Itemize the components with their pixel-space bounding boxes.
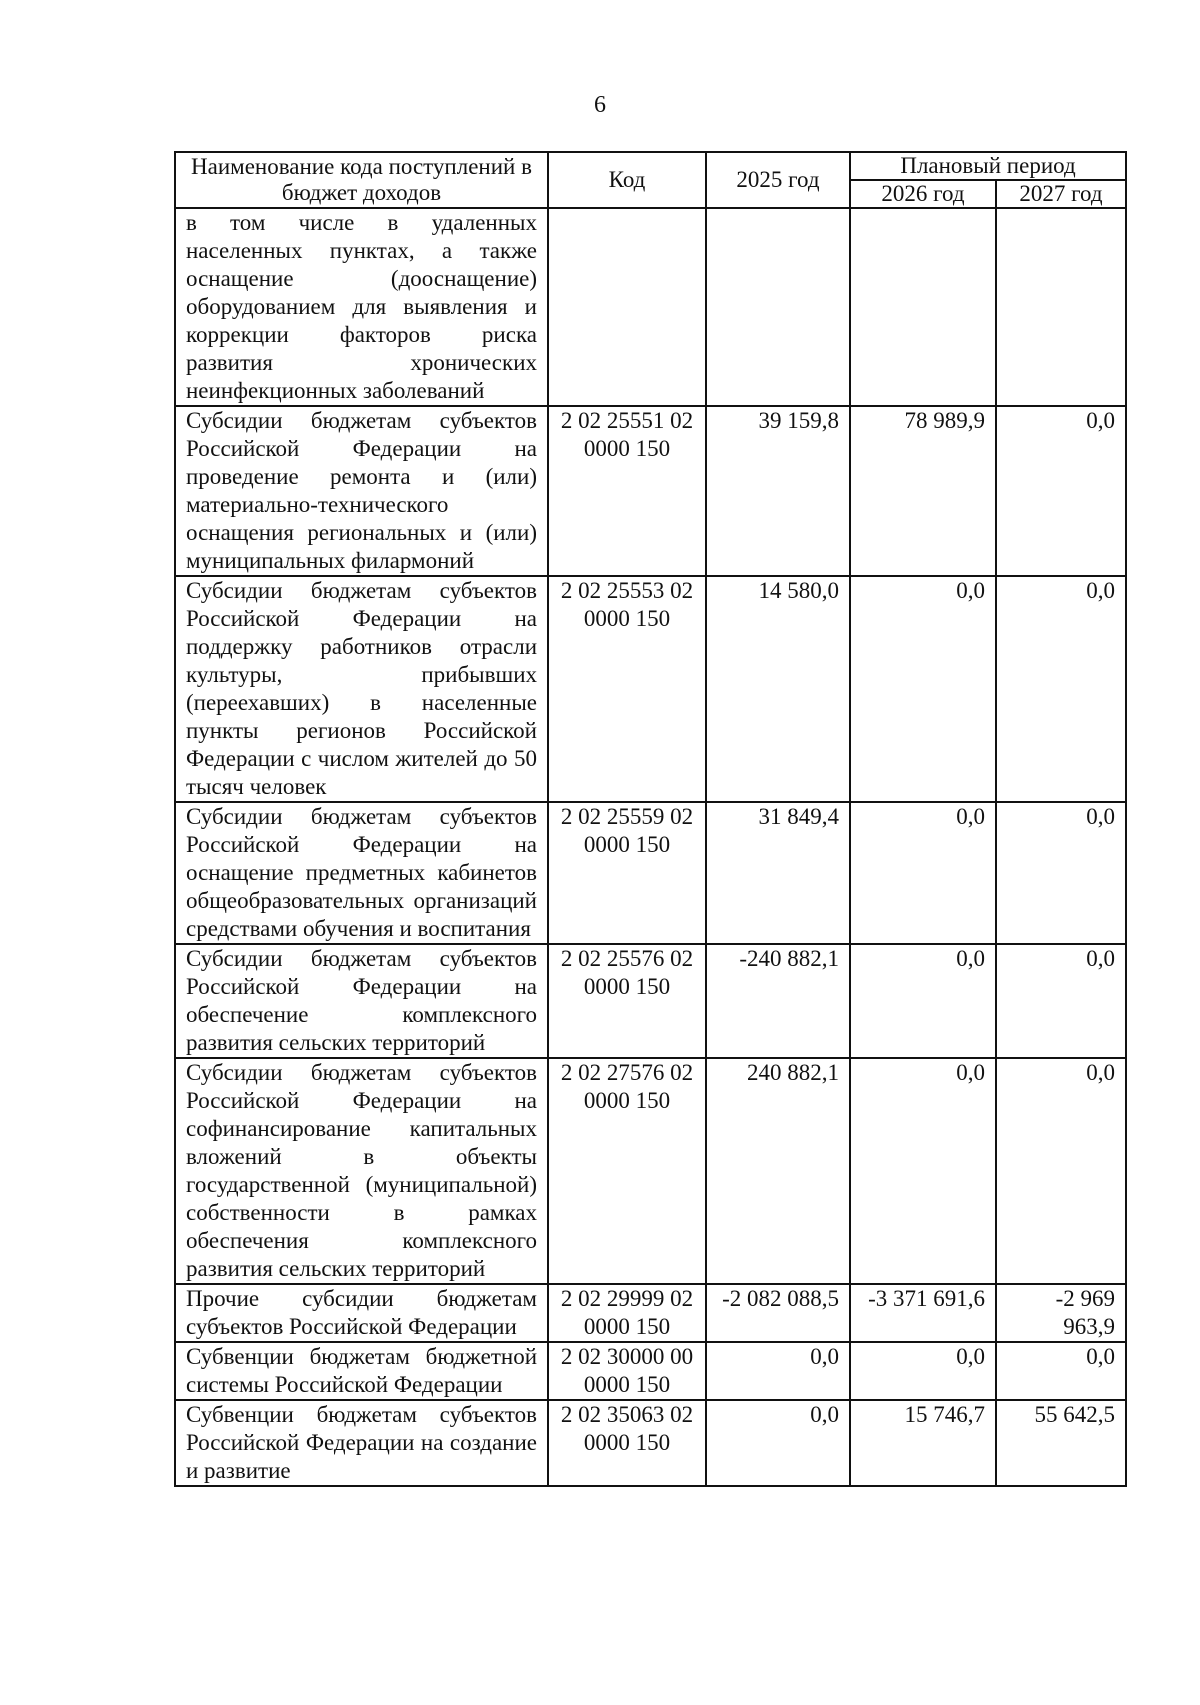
table-row [175, 1058, 1126, 1284]
table-row [175, 1342, 1126, 1400]
row-code-cell: 2 02 25551 02 0000 150 [548, 406, 706, 576]
table-row [175, 1284, 1126, 1342]
row-code-cell: 2 02 25559 02 0000 150 [548, 802, 706, 944]
table-row [175, 1400, 1126, 1486]
table-header-row [175, 152, 1126, 180]
row-2026-cell [850, 208, 996, 406]
page-number: 6 [594, 92, 606, 118]
row-code-cell [548, 208, 706, 406]
header-name: Наименование кода поступлений в бюджет доходов [175, 152, 548, 208]
row-name-cell: Прочие субсидии бюджетам субъектов Российской Федерации [175, 1284, 548, 1342]
table-body [175, 208, 1126, 1486]
row-code-cell: 2 02 29999 02 0000 150 [548, 1284, 706, 1342]
row-2027-cell: 0,0 [996, 1342, 1126, 1400]
row-name-cell: Субсидии бюджетам субъектов Российской Федерации на оснащение предметных кабинетов общеобразовательных организаций средствами обучения и воспитания [175, 802, 548, 944]
row-2025-cell: -2 082 088,5 [706, 1284, 850, 1342]
row-2026-cell: 0,0 [850, 576, 996, 802]
row-2025-cell: 240 882,1 [706, 1058, 850, 1284]
row-2025-cell: 39 159,8 [706, 406, 850, 576]
row-2025-cell [706, 208, 850, 406]
header-planning-period: Плановый период [850, 152, 1126, 180]
row-2027-cell: 0,0 [996, 1058, 1126, 1284]
row-2027-cell: 0,0 [996, 944, 1126, 1058]
row-name-cell: Субсидии бюджетам субъектов Российской Федерации на поддержку работников отрасли культуры, прибывших (переехавших) в населенные пункты регионов Российской Федерации с числом жителей до 50 тысяч человек [175, 576, 548, 802]
table-row [175, 944, 1126, 1058]
row-name-cell: Субсидии бюджетам субъектов Российской Федерации на проведение ремонта и (или) материально-технического оснащения региональных и (или) муниципальных филармоний [175, 406, 548, 576]
table-row [175, 802, 1126, 944]
row-name-cell: Субвенции бюджетам субъектов Российской Федерации на создание и развитие [175, 1400, 548, 1486]
row-2026-cell: 0,0 [850, 944, 996, 1058]
row-name-cell: в том числе в удаленных населенных пунктах, а также оснащение (дооснащение) оборудованием для выявления и коррекции факторов риска развития хронических неинфекционных заболеваний [175, 208, 548, 406]
header-code: Код [548, 152, 706, 208]
row-code-cell: 2 02 25553 02 0000 150 [548, 576, 706, 802]
row-2025-cell: -240 882,1 [706, 944, 850, 1058]
row-2025-cell: 0,0 [706, 1400, 850, 1486]
row-2027-cell [996, 208, 1126, 406]
header-2025: 2025 год [706, 152, 850, 208]
row-2026-cell: 0,0 [850, 802, 996, 944]
row-2026-cell: -3 371 691,6 [850, 1284, 996, 1342]
header-2026: 2026 год [850, 180, 996, 208]
budget-revenue-table [174, 151, 1127, 1487]
row-2025-cell: 0,0 [706, 1342, 850, 1400]
header-2027: 2027 год [996, 180, 1126, 208]
row-2027-cell: 0,0 [996, 576, 1126, 802]
row-2026-cell: 78 989,9 [850, 406, 996, 576]
row-2027-cell: 55 642,5 [996, 1400, 1126, 1486]
row-name-cell: Субсидии бюджетам субъектов Российской Федерации на обеспечение комплексного развития сельских территорий [175, 944, 548, 1058]
row-2026-cell: 0,0 [850, 1058, 996, 1284]
row-2027-cell: 0,0 [996, 406, 1126, 576]
row-2025-cell: 31 849,4 [706, 802, 850, 944]
row-name-cell: Субвенции бюджетам бюджетной системы Российской Федерации [175, 1342, 548, 1400]
table-row [175, 576, 1126, 802]
row-2026-cell: 0,0 [850, 1342, 996, 1400]
row-2027-cell: 0,0 [996, 802, 1126, 944]
row-code-cell: 2 02 25576 02 0000 150 [548, 944, 706, 1058]
row-2025-cell: 14 580,0 [706, 576, 850, 802]
row-name-cell: Субсидии бюджетам субъектов Российской Федерации на софинансирование капитальных вложений в объекты государственной (муниципальной) собственности в рамках обеспечения комплексного развития сельских территорий [175, 1058, 548, 1284]
row-code-cell: 2 02 30000 00 0000 150 [548, 1342, 706, 1400]
row-2026-cell: 15 746,7 [850, 1400, 996, 1486]
row-code-cell: 2 02 35063 02 0000 150 [548, 1400, 706, 1486]
table-row [175, 208, 1126, 406]
row-2027-cell: -2 969 963,9 [996, 1284, 1126, 1342]
row-code-cell: 2 02 27576 02 0000 150 [548, 1058, 706, 1284]
table-row [175, 406, 1126, 576]
